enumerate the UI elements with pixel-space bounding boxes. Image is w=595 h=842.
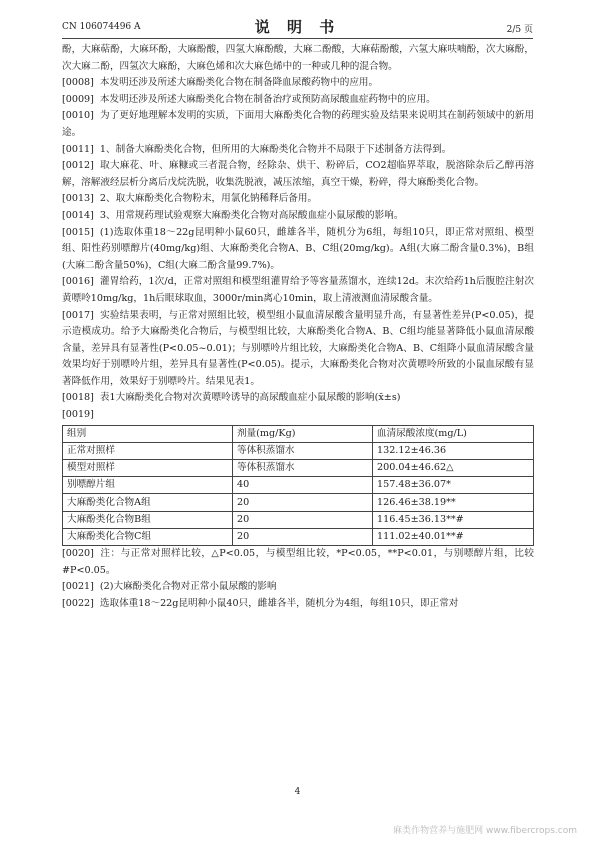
page-indicator: 2/5 页: [506, 25, 533, 35]
paragraph: [62, 407, 534, 424]
table-cell-dose: 20: [233, 528, 373, 545]
paragraph: [62, 108, 534, 141]
paragraph-number: [0020]: [62, 547, 94, 559]
paragraph-text: 取大麻花、叶、麻糠或三者混合物，经除杂、烘干、粉碎后，CO2超临界萃取，脱溶除杂后乙醇再溶解，溶解液经层析分离后戊烷洗脱，收集洗脱液，减压浓缩，真空干燥，粉碎，得大麻酚类化合物。: [62, 160, 534, 188]
results-table: [62, 425, 534, 546]
paragraph-text: 表1大麻酚类化合物对次黄嘌呤诱导的高尿酸血症小鼠尿酸的影响(x̄±s): [99, 392, 401, 404]
table-cell-group: 大麻酚类化合物A组: [63, 494, 233, 511]
table-header-group: 组别: [63, 425, 233, 442]
paragraph: [62, 142, 534, 159]
table-cell-group: 别嘌醇片组: [63, 477, 233, 494]
paragraph-number: [0017]: [62, 309, 94, 321]
paragraph: [62, 92, 534, 109]
page-number: 4: [294, 787, 301, 797]
paragraph: [62, 274, 534, 307]
table-header-uric-acid: 血清尿酸浓度(mg/L): [373, 425, 534, 442]
paragraph-text: 本发明还涉及所述大麻酚类化合物在制备降血尿酸药物中的应用。: [99, 77, 379, 89]
paragraph-text: 酚，大麻萜酚，大麻环酚，大麻酚酸，四氢大麻酚酸，大麻二酚酸，大麻萜酚酸，六氢大麻呋喃酚，次大麻酚，次大麻二酚，四氢次大麻酚，大麻色烯和次大麻色烯中的一种或几种的混合物。: [62, 44, 534, 72]
page-header: [62, 14, 533, 38]
table-cell-uric-acid: 132.12±46.36: [373, 442, 534, 459]
paragraph: [62, 390, 534, 407]
paragraph: [62, 42, 534, 75]
paragraph-text: 为了更好地理解本发明的实质，下面用大麻酚类化合物的药理实验及结果来说明其在制药领域中的新用途。: [62, 110, 534, 138]
paragraph-text: (1)选取体重18～22g昆明种小鼠60只，雌雄各半，随机分为6组，每组10只，即正常对照组、模型组、阳性药别嘌醇片(40mg/kg)组、大麻酚类化合物A、B、C组(20mg/kg)。A组(大麻二酚含量0.3%)，B组(大麻二酚含量50%)，C组(大麻二酚含量99.7%)。: [62, 226, 534, 271]
paragraph-text: 3、用常规药理试验观察大麻酚类化合物对高尿酸血症小鼠尿酸的影响。: [99, 209, 404, 221]
paragraph-text: 2、取大麻酚类化合物粉末，用氯化钠稀释后备用。: [99, 193, 318, 205]
paragraph: [62, 158, 534, 191]
table-row: [63, 511, 534, 528]
paragraph: [62, 579, 534, 596]
paragraph-text: 选取体重18～22g昆明种小鼠40只，雌雄各半，随机分为4组，每组10只，即正常对: [99, 597, 459, 609]
table-row: [63, 477, 534, 494]
table-cell-dose: 等体积蒸馏水: [233, 442, 373, 459]
paragraph: [62, 225, 534, 275]
paragraph-number: [0013]: [62, 193, 94, 205]
paragraph-number: [0009]: [62, 93, 94, 105]
paragraph-number: [0014]: [62, 209, 94, 221]
paragraph: [62, 75, 534, 92]
table-cell-dose: 20: [233, 494, 373, 511]
paragraph-text: (2)大麻酚类化合物对正常小鼠尿酸的影响: [99, 581, 277, 593]
paragraph-number: [0015]: [62, 226, 94, 238]
watermark: 麻类作物营养与施肥网 www.fibercrops.com: [393, 826, 577, 836]
table-row: [63, 460, 534, 477]
paragraph-number: [0012]: [62, 160, 94, 172]
table-cell-uric-acid: 157.48±36.07*: [373, 477, 534, 494]
paragraph-number: [0011]: [62, 143, 94, 155]
table-cell-group: 大麻酚类化合物B组: [63, 511, 233, 528]
paragraph-text: 灌胃给药，1次/d，正常对照组和模型组灌胃给予等容量蒸馏水，连续12d。末次给药1h后腹腔注射次黄嘌呤10mg/kg，1h后眼球取血，3000r/min离心10min，取上清液测血清尿酸含量。: [62, 276, 534, 304]
paragraph-number: [0016]: [62, 276, 94, 288]
paragraph-number: [0010]: [62, 110, 94, 122]
paragraph-number: [0021]: [62, 581, 94, 593]
paragraph-text: 实验结果表明，与正常对照组比较，模型组小鼠血清尿酸含量明显升高，有显著性差异(P<0.05)，提示造模成功。给予大麻酚类化合物后，与模型组比较，大麻酚类化合物A、B、C组均能显著降低小鼠血清尿酸含量，差异具有显著性(P<0.05~0.01)；与别嘌呤片组比较，大麻酚类化合物A、B、C组降小鼠血清尿酸含量效果均好于别嘌呤片组，差异具有显著性(P<0.05)。提示，大麻酚类化合物对次黄嘌呤所致的小鼠血尿酸有显著降低作用，效果好于别嘌呤片。结果见表1。: [62, 309, 534, 387]
table-row: [63, 528, 534, 545]
table-header-dose: 剂量(mg/Kg): [233, 425, 373, 442]
paragraph: [62, 208, 534, 225]
table-cell-dose: 20: [233, 511, 373, 528]
table-cell-dose: 等体积蒸馏水: [233, 460, 373, 477]
table-row: [63, 442, 534, 459]
patent-number: CN 106074496 A: [62, 22, 141, 32]
table-cell-dose: 40: [233, 477, 373, 494]
paragraph-number: [0018]: [62, 392, 94, 404]
header-rule: [62, 38, 533, 39]
table-cell-uric-acid: 126.46±38.19**: [373, 494, 534, 511]
table-header-row: [63, 425, 534, 442]
paragraph-number: [0022]: [62, 597, 94, 609]
paragraph-text: 本发明还涉及所述大麻酚类化合物在制备治疗或预防高尿酸血症药物中的应用。: [99, 93, 436, 105]
table-cell-group: 模型对照样: [63, 460, 233, 477]
paragraph-number: [0019]: [62, 409, 94, 421]
paragraph-number: [0008]: [62, 77, 94, 89]
table-cell-uric-acid: 111.02±40.01**#: [373, 528, 534, 545]
paragraph: [62, 308, 534, 391]
paragraph: [62, 596, 534, 613]
table-cell-group: 正常对照样: [63, 442, 233, 459]
table-row: [63, 494, 534, 511]
paragraph-text: 注：与正常对照样比较，△P<0.05，与模型组比较，*P<0.05，**P<0.01，与别嘌醇片组，比较#P<0.05。: [62, 547, 534, 576]
paragraph: [62, 191, 534, 208]
paragraph-text: 1、制备大麻酚类化合物，但所用的大麻酚类化合物并不局限于下述制备方法得到。: [99, 143, 452, 155]
paragraph: [62, 546, 534, 579]
table-cell-uric-acid: 116.45±36.13**#: [373, 511, 534, 528]
document-body: [62, 42, 534, 612]
document-title: 说 明 书: [254, 18, 341, 36]
table-cell-uric-acid: 200.04±46.62△: [373, 460, 534, 477]
table-cell-group: 大麻酚类化合物C组: [63, 528, 233, 545]
